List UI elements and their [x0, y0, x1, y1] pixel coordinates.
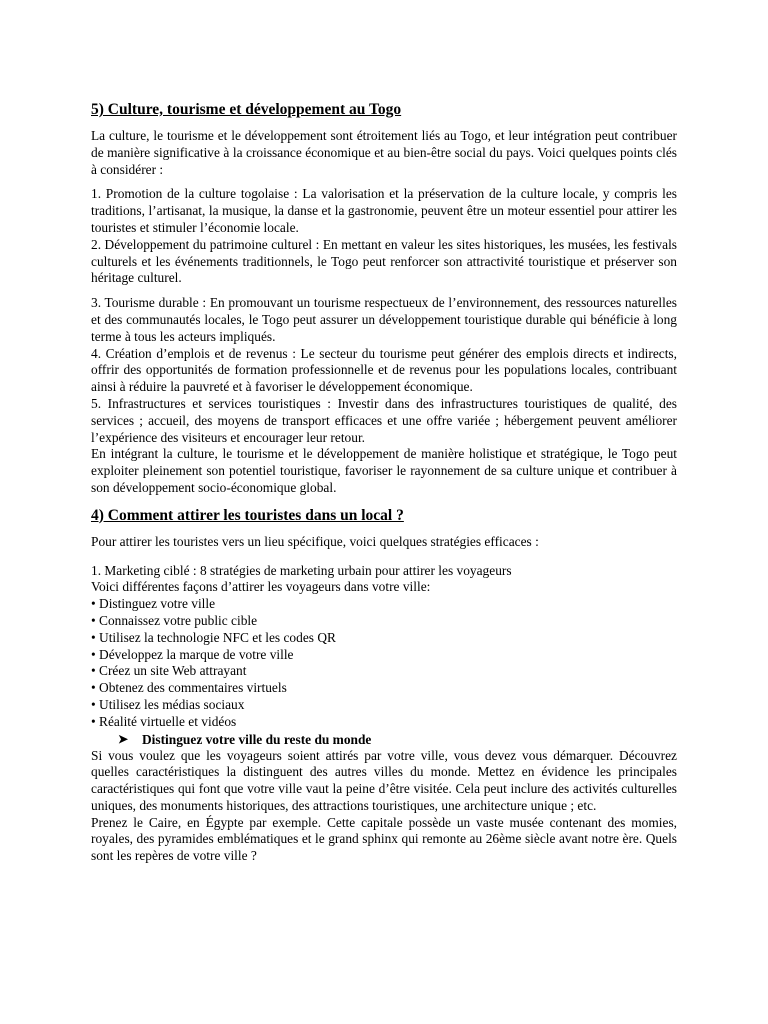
section-5-intro: La culture, le tourisme et le développement sont étroitement liés au Togo, et leur intégration peut contribuer de manière significative à la croissance économique et au bien-être social du pays. Voici quelques points clés à considérer : — [91, 128, 677, 177]
strategy-list — [91, 596, 677, 730]
arrowhead-bullet-icon: ➤ — [118, 731, 129, 746]
section-5-heading: 5) Culture, tourisme et développement au Togo — [91, 101, 402, 118]
subheading — [91, 731, 677, 748]
point-2-paragraph: 2. Développement du patrimoine culturel : En mettant en valeur les sites historiques, les musées, les festivals culturels et les événements traditionnels, le Togo peut renforcer son attractivité touristique et préserver son héritage culturel. — [91, 236, 677, 286]
point-3-paragraph: 3. Tourisme durable : En promouvant un tourisme respectueux de l’environnement, des ressources naturelles et des communautés locales, le Togo peut assurer un développement touristique durable qui bénéficie à long terme à tous les acteurs impliqués. — [91, 295, 677, 344]
list-item: • Utilisez la technologie NFC et les codes QR — [91, 629, 336, 645]
list-item: • Créez un site Web attrayant — [91, 663, 247, 679]
point-4-paragraph: 4. Création d’emplois et de revenus : Le secteur du tourisme peut générer des emplois directs et indirects, offrir des opportunités de formation professionnelle et de revenus pour les populations locales, contribuant ainsi à réduire la pauvreté et à favoriser le développement économique. — [91, 345, 677, 395]
stand-out-paragraph: Si vous voulez que les voyageurs soient attirés par votre ville, vous devez vous démarquer. Découvrez quelles caractéristiques la distinguent des autres villes du monde. Mettez en évidence les principales caractéristiques qui font que votre ville vaut la peine d’être visitée. Cela peut inclure des activités culturelles uniques, des monuments historiques, des attractions touristiques, une architecture unique ; etc. — [91, 747, 677, 813]
list-item: • Connaissez votre public cible — [91, 612, 258, 628]
list-item: • Réalité virtuelle et vidéos — [91, 713, 237, 729]
list-item: • Développez la marque de votre ville — [91, 646, 294, 662]
conclusion-paragraph: En intégrant la culture, le tourisme et le développement de manière holistique et stratégique, le Togo peut exploiter pleinement son potentiel touristique, favoriser le rayonnement de sa culture unique et contribuer à son développement socio-économique global. — [91, 446, 677, 495]
ways-intro: Voici différentes façons d’attirer les voyageurs dans votre ville: — [91, 579, 431, 595]
cairo-paragraph: Prenez le Caire, en Égypte par exemple. Cette capitale possède un vaste musée contenant des momies, royales, des pyramides emblématiques et le grand sphinx qui remonte au 26ème siècle avant notre ère. Quels sont les repères de votre ville ? — [91, 814, 677, 864]
point-1-paragraph: 1. Promotion de la culture togolaise : La valorisation et la préservation de la culture locale, y compris les traditions, l’artisanat, la musique, la danse et la gastronomie, peuvent être un moteur essentiel pour attirer les touristes et stimuler l’économie locale. — [91, 186, 677, 235]
list-item: • Distinguez votre ville — [91, 596, 216, 612]
marketing-line: 1. Marketing ciblé : 8 stratégies de marketing urbain pour attirer les voyageurs — [91, 562, 512, 578]
section-4-heading: 4) Comment attirer les touristes dans un local ? — [91, 506, 404, 524]
subheading-text: Distinguez votre ville du reste du monde — [142, 731, 372, 747]
point-5-paragraph: 5. Infrastructures et services touristiques : Investir dans des infrastructures touristiques de qualité, des services ; accueil, des moyens de transport efficaces et une offre variée ; hébergement peuvent améliorer l’expérience des visiteurs et encourager leur retour. — [91, 395, 677, 445]
list-item: • Obtenez des commentaires virtuels — [91, 680, 287, 696]
section-4-intro: Pour attirer les touristes vers un lieu spécifique, voici quelques stratégies efficaces : — [91, 533, 539, 549]
list-item: • Utilisez les médias sociaux — [91, 696, 245, 712]
